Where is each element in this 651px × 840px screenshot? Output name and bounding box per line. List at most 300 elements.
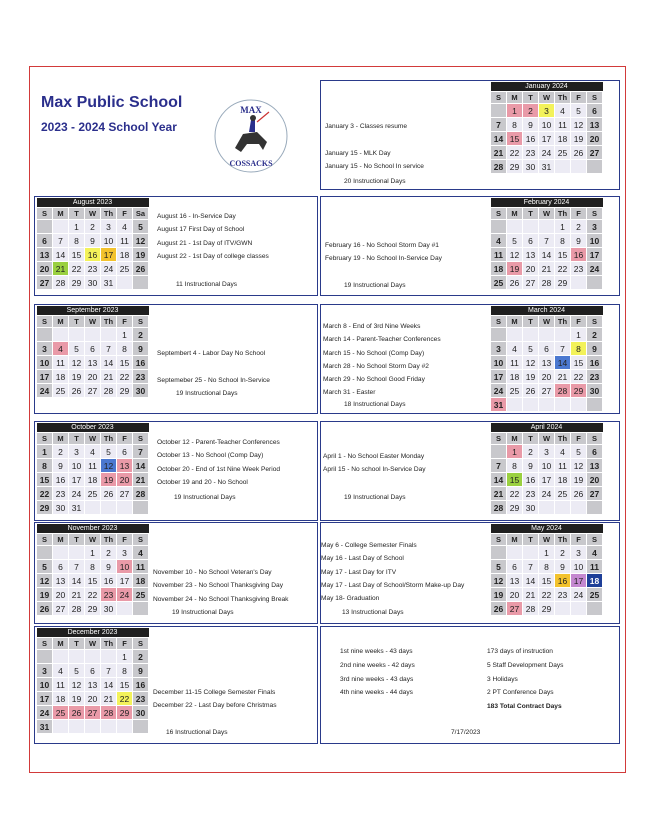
- weekday-label: S: [491, 316, 507, 328]
- day-cell: [133, 276, 149, 290]
- day-cell: 23: [523, 487, 539, 501]
- day-cell: [491, 546, 507, 560]
- day-cell: 11: [117, 234, 133, 248]
- day-cell: 29: [507, 160, 523, 174]
- day-cell: 27: [587, 146, 603, 160]
- day-cell: 9: [555, 560, 571, 574]
- day-cell: [117, 501, 133, 515]
- day-cell: 5: [133, 220, 149, 234]
- day-cell: 12: [133, 234, 149, 248]
- day-cell: [37, 220, 53, 234]
- day-cell: 6: [53, 560, 69, 574]
- month-title: February 2024: [491, 198, 603, 208]
- day-cell: [571, 602, 587, 616]
- weekday-label: W: [539, 208, 555, 220]
- events-september: [157, 347, 270, 387]
- day-cell: 26: [37, 602, 53, 616]
- instructional-days-april: 19 Instructional Days: [344, 494, 406, 501]
- day-cell: [101, 328, 117, 342]
- weekday-label: S: [133, 534, 149, 546]
- day-cell: [555, 328, 571, 342]
- day-cell: 2: [555, 546, 571, 560]
- day-cell: [37, 546, 53, 560]
- day-cell: 25: [555, 487, 571, 501]
- day-cell: 16: [571, 248, 587, 262]
- day-cell: 16: [587, 356, 603, 370]
- day-cell: 1: [539, 546, 555, 560]
- weekday-label: W: [85, 433, 101, 445]
- day-cell: [555, 398, 571, 412]
- weekday-label: Th: [101, 208, 117, 220]
- day-cell: 17: [587, 248, 603, 262]
- month-title: September 2023: [37, 306, 149, 316]
- day-cell: 12: [491, 574, 507, 588]
- weekday-label: Th: [555, 534, 571, 546]
- weekday-label: Th: [101, 638, 117, 650]
- day-cell: 8: [37, 459, 53, 473]
- event-item: February 19 - No School In-Service Day: [325, 255, 442, 263]
- day-cell: 28: [539, 276, 555, 290]
- day-cell: [117, 602, 133, 616]
- weekday-label: S: [491, 534, 507, 546]
- day-cell: 6: [117, 445, 133, 459]
- day-cell: [507, 220, 523, 234]
- day-cell: 28: [53, 276, 69, 290]
- day-cell: [53, 650, 69, 664]
- cossacks-logo: [213, 98, 289, 174]
- day-cell: 23: [85, 262, 101, 276]
- day-cell: 19: [571, 473, 587, 487]
- instructional-days-february: 19 Instructional Days: [344, 282, 406, 289]
- day-cell: 8: [117, 342, 133, 356]
- day-cell: 7: [53, 234, 69, 248]
- event-item: Septemeber 25 - No School In-Service: [157, 376, 270, 384]
- day-cell: 1: [507, 445, 523, 459]
- day-cell: 18: [53, 692, 69, 706]
- day-cell: 12: [69, 678, 85, 692]
- day-cell: [491, 220, 507, 234]
- day-cell: 7: [523, 560, 539, 574]
- weekday-label: T: [69, 638, 85, 650]
- day-cell: 29: [85, 602, 101, 616]
- day-cell: 11: [85, 459, 101, 473]
- day-cell: 21: [523, 588, 539, 602]
- day-cell: 23: [571, 262, 587, 276]
- weekday-label: S: [133, 638, 149, 650]
- day-cell: 16: [133, 678, 149, 692]
- weekday-label: S: [133, 316, 149, 328]
- day-cell: 15: [539, 574, 555, 588]
- weekday-label: M: [53, 208, 69, 220]
- weekday-label: M: [507, 208, 523, 220]
- event-item: October 19 and 20 - No School: [157, 478, 248, 486]
- event-item: May 16 - Last Day of School: [321, 555, 404, 563]
- day-cell: 31: [539, 160, 555, 174]
- day-cell: 22: [507, 146, 523, 160]
- school-year: 2023 - 2024 School Year: [41, 120, 177, 134]
- weekday-label: F: [117, 638, 133, 650]
- day-cell: 2: [523, 445, 539, 459]
- day-cell: 4: [85, 445, 101, 459]
- day-cell: 6: [37, 234, 53, 248]
- day-cell: [555, 160, 571, 174]
- day-cell: 20: [587, 473, 603, 487]
- day-cell: 8: [507, 118, 523, 132]
- day-cell: 9: [85, 234, 101, 248]
- day-cell: 3: [587, 220, 603, 234]
- day-cell: 31: [491, 398, 507, 412]
- day-cell: 15: [37, 473, 53, 487]
- day-cell: 5: [37, 560, 53, 574]
- day-cell: 25: [53, 384, 69, 398]
- weekday-label: S: [587, 92, 603, 104]
- events-december: [153, 686, 277, 713]
- summary-item: 4th nine weeks - 44 days: [340, 689, 413, 697]
- weekday-label: M: [53, 638, 69, 650]
- day-cell: 20: [507, 588, 523, 602]
- day-cell: 18: [555, 132, 571, 146]
- day-cell: 31: [37, 720, 53, 734]
- summary-item: 3rd nine weeks - 43 days: [340, 675, 414, 683]
- day-cell: 12: [101, 459, 117, 473]
- day-cell: 12: [507, 248, 523, 262]
- day-cell: 14: [555, 356, 571, 370]
- day-cell: 25: [491, 276, 507, 290]
- day-cell: 15: [507, 473, 523, 487]
- day-cell: 5: [571, 445, 587, 459]
- day-cell: 14: [69, 574, 85, 588]
- event-item: May 17 - Last Day of School/Storm Make-up Day: [321, 581, 465, 589]
- day-cell: [491, 445, 507, 459]
- event-item: August 21 - 1st Day of ITV/GWN: [157, 239, 253, 247]
- day-cell: [539, 220, 555, 234]
- day-cell: 5: [69, 664, 85, 678]
- day-cell: 19: [491, 588, 507, 602]
- instructional-days-march: 18 Instructional Days: [344, 401, 406, 408]
- day-cell: [539, 398, 555, 412]
- instructional-days-august: 11 Instructional Days: [176, 281, 238, 288]
- weekday-label: T: [523, 433, 539, 445]
- day-cell: 15: [69, 248, 85, 262]
- day-cell: 21: [101, 692, 117, 706]
- events-november: [153, 566, 288, 606]
- day-cell: 16: [53, 473, 69, 487]
- weekday-label: F: [117, 534, 133, 546]
- day-cell: 14: [491, 473, 507, 487]
- day-cell: [571, 398, 587, 412]
- day-cell: 1: [117, 328, 133, 342]
- day-cell: 2: [587, 328, 603, 342]
- weekday-label: S: [133, 433, 149, 445]
- weekday-label: Th: [555, 92, 571, 104]
- weekday-label: W: [539, 534, 555, 546]
- day-cell: [85, 720, 101, 734]
- instructional-days-september: 19 Instructional Days: [176, 390, 238, 397]
- day-cell: 28: [555, 384, 571, 398]
- day-cell: 26: [571, 146, 587, 160]
- day-cell: 14: [133, 459, 149, 473]
- day-cell: 22: [507, 487, 523, 501]
- day-cell: 15: [507, 132, 523, 146]
- day-cell: 8: [507, 459, 523, 473]
- day-cell: 26: [491, 602, 507, 616]
- day-cell: 14: [53, 248, 69, 262]
- day-cell: 2: [133, 650, 149, 664]
- day-cell: [37, 328, 53, 342]
- day-cell: 13: [507, 574, 523, 588]
- day-cell: 20: [117, 473, 133, 487]
- weekday-label: Sa: [133, 208, 149, 220]
- day-cell: 30: [85, 276, 101, 290]
- day-cell: 4: [555, 104, 571, 118]
- day-cell: 19: [101, 473, 117, 487]
- weekday-label: F: [571, 208, 587, 220]
- day-cell: 10: [117, 560, 133, 574]
- day-cell: 17: [571, 574, 587, 588]
- calendar-january: [490, 82, 603, 174]
- day-cell: 28: [101, 706, 117, 720]
- weekday-label: T: [69, 316, 85, 328]
- day-cell: 5: [69, 342, 85, 356]
- day-cell: 27: [85, 384, 101, 398]
- revision-date: 7/17/2023: [451, 729, 481, 736]
- day-cell: 6: [587, 104, 603, 118]
- weekday-label: S: [37, 316, 53, 328]
- day-cell: 15: [117, 678, 133, 692]
- events-march: [323, 320, 441, 400]
- day-cell: 28: [491, 160, 507, 174]
- day-cell: [587, 398, 603, 412]
- event-item: March 29 - No School Good Friday: [323, 376, 425, 384]
- day-cell: 1: [37, 445, 53, 459]
- day-cell: 20: [53, 588, 69, 602]
- day-cell: 28: [133, 487, 149, 501]
- day-cell: 7: [69, 560, 85, 574]
- event-item: January 3 - Classes resume: [325, 123, 408, 130]
- day-cell: 24: [101, 262, 117, 276]
- day-cell: 17: [117, 574, 133, 588]
- day-cell: [491, 328, 507, 342]
- logo-top-text: MAX: [240, 105, 262, 115]
- day-cell: 15: [555, 248, 571, 262]
- day-cell: 29: [539, 602, 555, 616]
- day-cell: 22: [85, 588, 101, 602]
- day-cell: 14: [491, 132, 507, 146]
- day-cell: 2: [101, 546, 117, 560]
- event-item: January 15 - MLK Day: [325, 149, 391, 157]
- events-april: [323, 450, 426, 477]
- day-cell: [507, 328, 523, 342]
- day-cell: [101, 650, 117, 664]
- calendar-march: [490, 306, 603, 412]
- day-cell: [571, 160, 587, 174]
- weekday-label: T: [69, 208, 85, 220]
- day-cell: [69, 720, 85, 734]
- day-cell: [587, 602, 603, 616]
- weekday-label: S: [491, 433, 507, 445]
- day-cell: 27: [587, 487, 603, 501]
- day-cell: 11: [53, 356, 69, 370]
- day-cell: 9: [133, 342, 149, 356]
- day-cell: 30: [133, 706, 149, 720]
- day-cell: 27: [85, 706, 101, 720]
- weekday-label: W: [85, 534, 101, 546]
- day-cell: 28: [101, 384, 117, 398]
- day-cell: 8: [117, 664, 133, 678]
- day-cell: 22: [117, 370, 133, 384]
- day-cell: 6: [85, 664, 101, 678]
- day-cell: 29: [555, 276, 571, 290]
- events-may: [321, 539, 464, 605]
- day-cell: 18: [85, 473, 101, 487]
- event-item: May 18- Graduation: [321, 595, 380, 603]
- events-august: [157, 210, 269, 263]
- school-name: Max Public School: [41, 94, 183, 111]
- day-cell: 7: [491, 118, 507, 132]
- weekday-label: T: [523, 316, 539, 328]
- day-cell: 18: [507, 370, 523, 384]
- day-cell: 13: [117, 459, 133, 473]
- weekday-label: S: [37, 208, 53, 220]
- day-cell: 31: [101, 276, 117, 290]
- day-cell: 14: [101, 678, 117, 692]
- day-cell: 24: [37, 384, 53, 398]
- calendar-april: [490, 423, 603, 515]
- event-item: March 15 - No School (Comp Day): [323, 349, 425, 357]
- day-cell: 30: [53, 501, 69, 515]
- day-cell: 7: [539, 234, 555, 248]
- day-cell: [85, 650, 101, 664]
- day-cell: 2: [85, 220, 101, 234]
- event-item: May 6 - College Semester Finals: [321, 542, 417, 549]
- day-cell: 30: [523, 501, 539, 515]
- weekday-label: T: [523, 208, 539, 220]
- day-cell: 29: [571, 384, 587, 398]
- day-cell: 7: [133, 445, 149, 459]
- day-cell: 28: [69, 602, 85, 616]
- weekday-label: T: [523, 534, 539, 546]
- event-item: August 16 - In-Service Day: [157, 213, 236, 220]
- day-cell: [101, 720, 117, 734]
- day-cell: 13: [37, 248, 53, 262]
- day-cell: 10: [37, 356, 53, 370]
- day-cell: 22: [37, 487, 53, 501]
- day-cell: 4: [587, 546, 603, 560]
- day-cell: [523, 220, 539, 234]
- day-cell: 9: [101, 560, 117, 574]
- event-item: December 11-15 College Semester Finals: [153, 689, 276, 696]
- day-cell: [571, 501, 587, 515]
- month-title: December 2023: [37, 628, 149, 638]
- day-cell: 10: [539, 459, 555, 473]
- day-cell: 12: [571, 459, 587, 473]
- day-cell: 17: [491, 370, 507, 384]
- day-cell: 3: [539, 445, 555, 459]
- day-cell: 5: [491, 560, 507, 574]
- day-cell: 30: [133, 384, 149, 398]
- month-title: August 2023: [37, 198, 149, 208]
- day-cell: 3: [37, 342, 53, 356]
- summary-item: 2 PT Conference Days: [487, 689, 554, 697]
- day-cell: 25: [85, 487, 101, 501]
- summary-item: 5 Staff Development Days: [487, 661, 564, 669]
- day-cell: [555, 501, 571, 515]
- day-cell: 27: [507, 602, 523, 616]
- weekday-label: S: [37, 534, 53, 546]
- weekday-label: M: [507, 92, 523, 104]
- weekday-label: W: [85, 638, 101, 650]
- day-cell: 21: [491, 146, 507, 160]
- day-cell: 27: [37, 276, 53, 290]
- weekday-label: W: [539, 433, 555, 445]
- weekday-label: M: [507, 433, 523, 445]
- nine-week-summary: [340, 645, 415, 700]
- day-cell: 8: [85, 560, 101, 574]
- day-cell: 20: [85, 370, 101, 384]
- day-cell: 3: [571, 546, 587, 560]
- day-cell: [539, 328, 555, 342]
- day-cell: 3: [491, 342, 507, 356]
- event-item: October 13 - No School (Comp Day): [157, 452, 264, 460]
- weekday-label: F: [571, 92, 587, 104]
- weekday-label: M: [507, 534, 523, 546]
- weekday-label: Th: [101, 534, 117, 546]
- day-cell: 7: [101, 342, 117, 356]
- day-cell: [491, 104, 507, 118]
- day-cell: 7: [491, 459, 507, 473]
- day-cell: 23: [523, 146, 539, 160]
- day-cell: 6: [539, 342, 555, 356]
- day-cell: 18: [491, 262, 507, 276]
- weekday-label: Th: [101, 433, 117, 445]
- day-cell: 29: [69, 276, 85, 290]
- day-cell: 22: [539, 588, 555, 602]
- weekday-label: F: [117, 208, 133, 220]
- day-cell: 16: [133, 356, 149, 370]
- day-cell: 18: [53, 370, 69, 384]
- day-cell: 12: [523, 356, 539, 370]
- day-cell: 9: [571, 234, 587, 248]
- day-cell: 21: [101, 370, 117, 384]
- day-cell: 26: [523, 384, 539, 398]
- weekday-label: Th: [555, 208, 571, 220]
- day-cell: 28: [491, 501, 507, 515]
- summary-item: 3 Holidays: [487, 675, 518, 683]
- day-cell: 11: [53, 678, 69, 692]
- event-item: February 16 - No School Storm Day #1: [325, 242, 439, 249]
- day-cell: 19: [571, 132, 587, 146]
- day-cell: 4: [53, 342, 69, 356]
- day-cell: 26: [133, 262, 149, 276]
- event-item: November 24 - No School Thanksgiving Break: [153, 595, 289, 603]
- day-cell: 27: [53, 602, 69, 616]
- instructional-days-december: 16 Instructional Days: [166, 729, 228, 736]
- month-title: October 2023: [37, 423, 149, 433]
- weekday-label: S: [587, 433, 603, 445]
- day-cell: [37, 650, 53, 664]
- calendar-november: [36, 524, 149, 616]
- total-contract-days: 183 Total Contract Days: [487, 703, 562, 711]
- day-cell: 14: [539, 248, 555, 262]
- day-cell: 6: [85, 342, 101, 356]
- day-cell: [53, 328, 69, 342]
- event-item: December 22 - Last Day before Christmas: [153, 702, 277, 710]
- day-cell: 10: [571, 560, 587, 574]
- day-cell: 25: [555, 146, 571, 160]
- day-cell: [571, 276, 587, 290]
- day-cell: 30: [101, 602, 117, 616]
- day-cell: [587, 276, 603, 290]
